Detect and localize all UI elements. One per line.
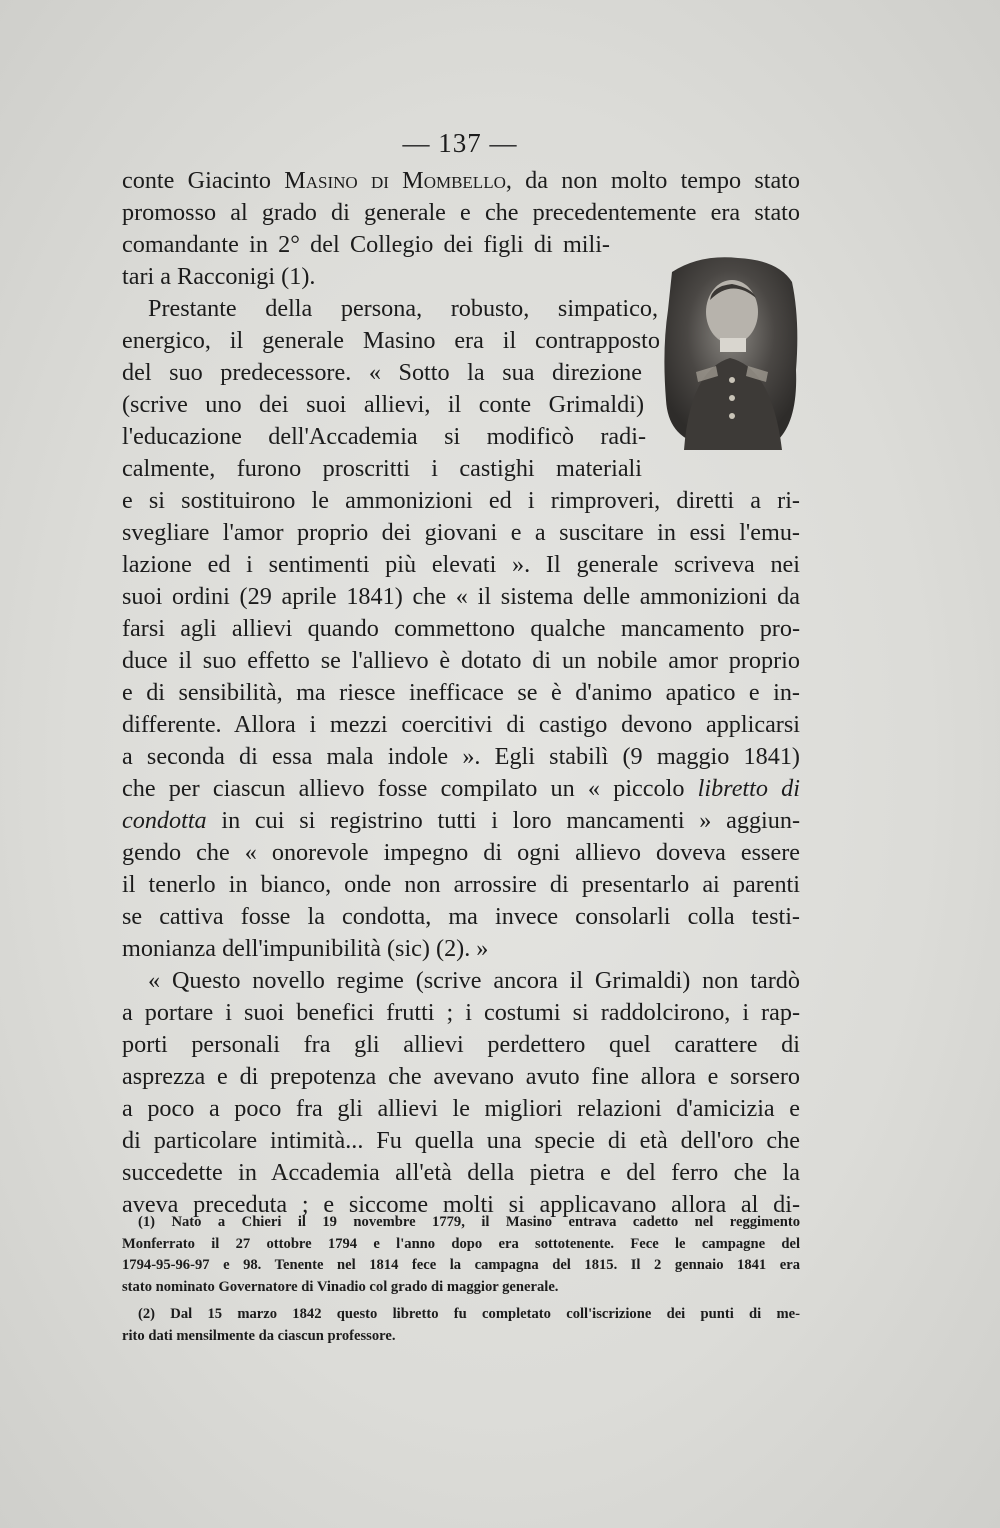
main-text: [122, 165, 800, 1221]
text-line: il tenerlo in bianco, onde non arrossire di presentarlo ai parenti: [122, 871, 800, 898]
footnote-line: rito dati mensilmente da ciascun professore.: [122, 1327, 396, 1344]
text-line: differente. Allora i mezzi coercitivi di castigo devono applicarsi: [122, 711, 800, 738]
text-line: svegliare l'amor proprio dei giovani e a suscitare in essi l'emu-: [122, 519, 800, 546]
text-line: energico, il generale Masino era il contrapposto: [122, 327, 660, 354]
name-small-caps: Masino di Mombello: [284, 167, 506, 194]
text-line: succedette in Accademia all'età della pietra e del ferro che la: [122, 1159, 800, 1186]
italic-phrase: condotta: [122, 807, 207, 834]
text-line: duce il suo effetto se l'allievo è dotato di un nobile amor proprio: [122, 647, 800, 674]
text-line: « Questo novello regime (scrive ancora il Grimaldi) non tardò: [148, 967, 800, 994]
text-line: a poco a poco fra gli allievi le migliori relazioni d'amicizia e: [122, 1095, 800, 1122]
text-line: conte Giacinto Masino di Mombello, da non molto tempo stato: [122, 167, 800, 194]
text-line: se cattiva fosse la condotta, ma invece consolarli colla testi-: [122, 903, 800, 930]
text-line: monianza dell'impunibilità (sic) (2). »: [122, 935, 489, 962]
text-line: gendo che « onorevole impegno di ogni allievo doveva essere: [122, 839, 800, 866]
text-line: che per ciascun allievo fosse compilato un « piccolo libretto di: [122, 775, 800, 802]
footnote-line: Monferrato il 27 ottobre 1794 e l'anno dopo era sottotenente. Fece le campagne del: [122, 1235, 800, 1252]
text-line: a seconda di essa mala indole ». Egli stabilì (9 maggio 1841): [122, 743, 800, 770]
footnote-line: (2) Dal 15 marzo 1842 questo libretto fu completato coll'iscrizione dei punti di me-: [138, 1306, 800, 1322]
text-line: tari a Racconigi (1).: [122, 263, 316, 290]
text-line: (scrive uno dei suoi allievi, il conte Grimaldi): [122, 391, 644, 418]
footnote-line: 1794-95-96-97 e 98. Tenente nel 1814 fece la campagna del 1815. Il 2 gennaio 1841 era: [122, 1257, 800, 1273]
italic-phrase: libretto di: [697, 775, 800, 802]
text-line: asprezza e di prepotenza che avevano avuto fine allora e sorsero: [122, 1063, 800, 1090]
footnotes: [122, 1212, 800, 1347]
footnote-line: stato nominato Governatore di Vinadio col grado di maggior generale.: [122, 1278, 559, 1295]
text-line: e si sostituirono le ammonizioni ed i rimproveri, diretti a ri-: [122, 487, 800, 514]
text-line: lazione ed i sentimenti più elevati ». Il generale scriveva nei: [122, 551, 800, 578]
text-line: aveva preceduta ; e siccome molti si applicavano allora al di-: [122, 1191, 800, 1218]
text-line: condotta in cui si registrino tutti i loro mancamenti » aggiun-: [122, 807, 800, 834]
text-line: porti personali fra gli allievi perdettero quel carattere di: [122, 1031, 800, 1058]
footnote-line: (1) Nato a Chieri il 19 novembre 1779, il Masino entrava cadetto nel reggimento: [138, 1214, 800, 1230]
text-line: di particolare intimità... Fu quella una specie di età dell'oro che: [122, 1127, 800, 1154]
text-line: comandante in 2° del Collegio dei figli di mili-: [122, 231, 610, 258]
text-line: suoi ordini (29 aprile 1841) che « il sistema delle ammonizioni da: [122, 583, 800, 610]
text-line: calmente, furono proscritti i castighi materiali: [122, 455, 642, 482]
text-line: l'educazione dell'Accademia si modificò radi-: [122, 423, 646, 450]
page-number: — 137 —: [402, 128, 518, 158]
text-line: Prestante della persona, robusto, simpatico,: [148, 295, 658, 322]
text-line: farsi agli allievi quando commettono qualche mancamento pro-: [122, 615, 800, 642]
text-line: e di sensibilità, ma riesce inefficace se è d'animo apatico e in-: [122, 679, 800, 706]
text-line: del suo predecessore. « Sotto la sua direzione: [122, 359, 642, 386]
text-line: promosso al grado di generale e che precedentemente era stato: [122, 199, 800, 226]
text-line: a portare i suoi benefici frutti ; i costumi si raddolcirono, i rap-: [122, 999, 800, 1026]
